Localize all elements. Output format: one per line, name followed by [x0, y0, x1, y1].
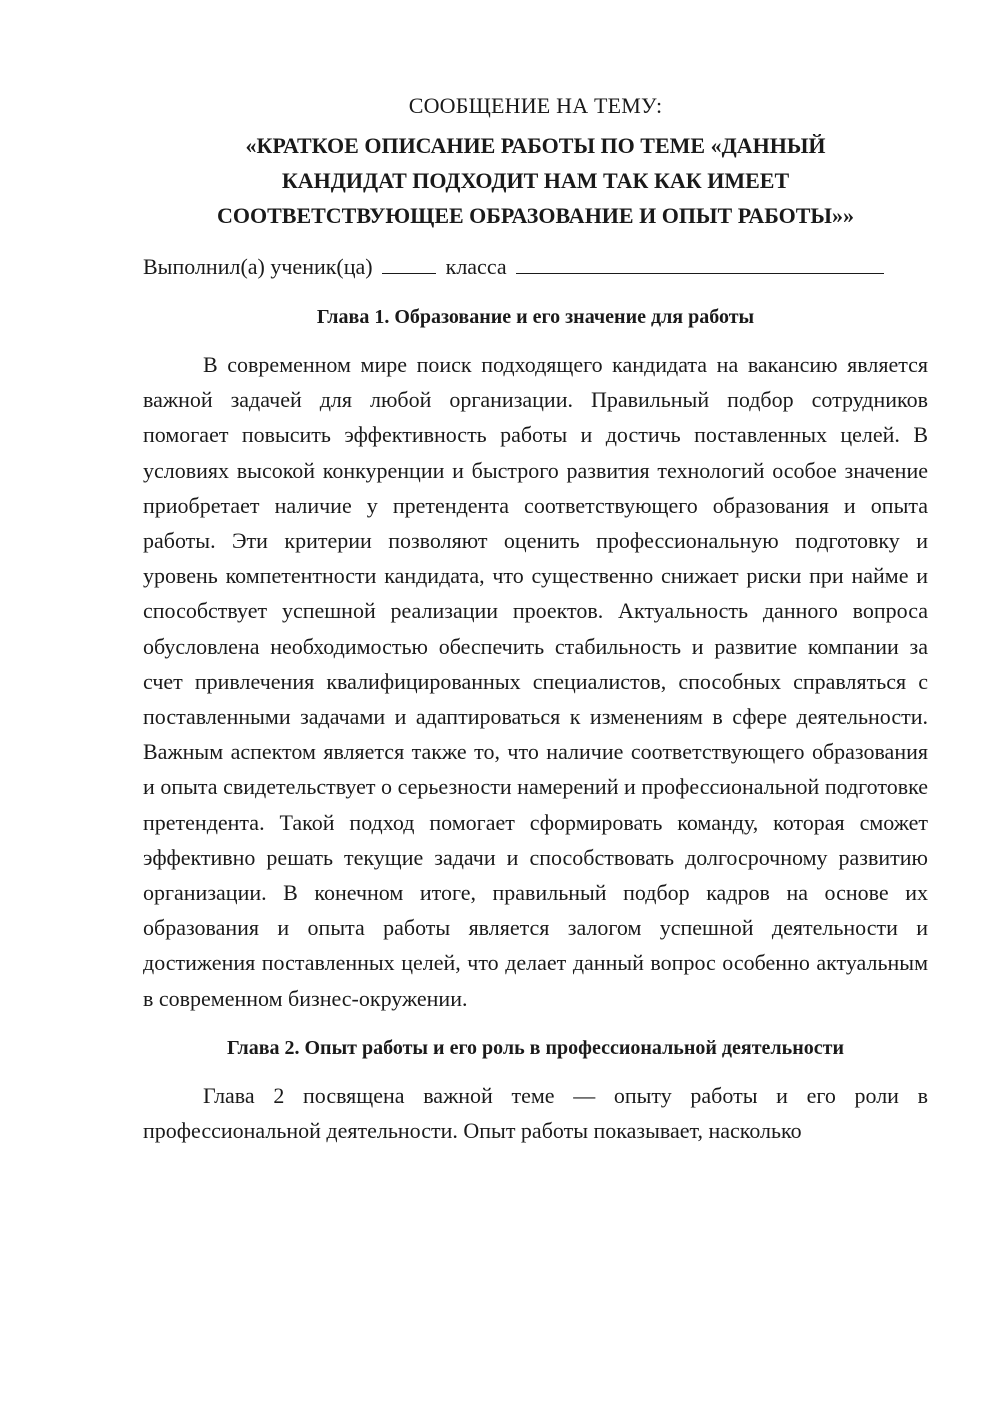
author-line: [143, 253, 928, 281]
title-line: СООТВЕТСТВУЮЩЕЕ ОБРАЗОВАНИЕ И ОПЫТ РАБОТЫ»»: [216, 203, 854, 228]
class-blank-field: [382, 272, 436, 274]
name-blank-field: [516, 272, 884, 274]
class-label: класса: [445, 254, 507, 279]
document-page: [143, 92, 928, 1166]
chapter-1-paragraph: В современном мире поиск подходящего кандидата на вакансию является важной задачей для любой организации. Правильный подбор сотрудников помогает повысить эффективность работы и достичь поставленных целей. В условиях высокой конкуренции и быстрого развития технологий особое значение приобретает наличие у претендента соответствующего образования и опыта работы. Эти критерии позволяют оценить профессиональную подготовку и уровень компетентности кандидата, что существенно снижает риски при найме и способствует успешной реализации проектов. Актуальность данного вопроса обусловлена необходимостью обеспечить стабильность и развитие компании за счет привлечения квалифицированных специалистов, способных справляться с поставленными задачами и адаптироваться к изменениям в сфере деятельности. Важным аспектом является также то, что наличие соответствующего образования и опыта свидетельствует о серьезности намерений и профессиональной подготовке претендента. Такой подход помогает сформировать команду, которая сможет эффективно решать текущие задачи и способствовать долгосрочному развитию организации. В конечном итоге, правильный подбор кадров на основе их образования и опыта работы является залогом успешной деятельности и достижения поставленных целей, что делает данный вопрос особенно актуальным в современном бизнес-окружении.: [143, 352, 928, 1011]
title-line: КАНДИДАТ ПОДХОДИТ НАМ ТАК КАК ИМЕЕТ: [281, 168, 790, 193]
chapter-2-paragraph: Глава 2 посвящена важной теме — опыту работы и его роли в профессиональной деятельности. Опыт работы показывает, насколько: [143, 1082, 928, 1144]
document-title: [143, 128, 928, 233]
topic-label: СООБЩЕНИЕ НА ТЕМУ:: [408, 93, 663, 118]
chapter-1-heading: Глава 1. Образование и его значение для работы: [316, 306, 755, 328]
author-prefix: Выполнил(а) ученик(ца): [143, 254, 373, 279]
chapter-2-heading: Глава 2. Опыт работы и его роль в профессиональной деятельности: [227, 1036, 844, 1059]
title-line: «КРАТКОЕ ОПИСАНИЕ РАБОТЫ ПО ТЕМЕ «ДАННЫЙ: [245, 133, 826, 158]
